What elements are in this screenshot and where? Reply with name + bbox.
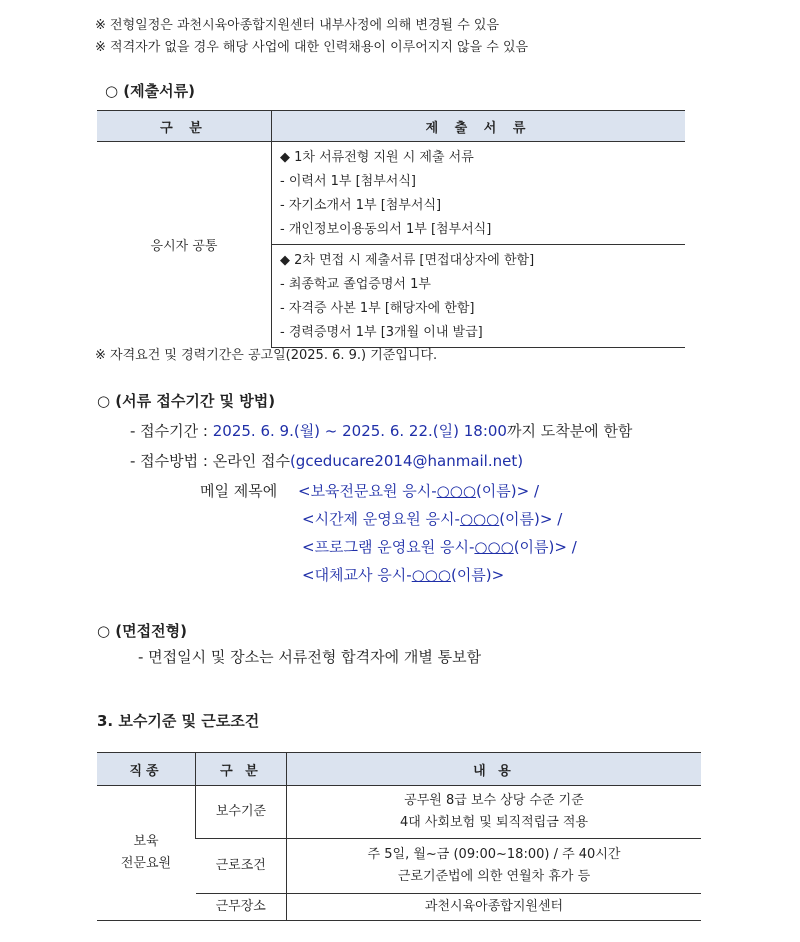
pay-content-cell: [287, 839, 702, 894]
pay-content-cell: 과천시육아종합지원센터: [287, 894, 702, 921]
pay-section-title: 3. 보수기준 및 근로조건: [97, 712, 260, 730]
reception-method: [130, 450, 523, 471]
pay-table-header: [97, 753, 701, 786]
subject-suffix: (이름)> /: [499, 510, 563, 528]
subject-suffix: (이름)> /: [475, 482, 540, 500]
content-line: 공무원 8급 보수 상당 수준 기준: [404, 793, 584, 808]
mail-subject-item: [302, 536, 577, 557]
list-item: - 자기소개서 1부 [첨부서식]: [280, 198, 442, 213]
interview-title: ○ (면접전형): [97, 622, 187, 640]
list-item: - 개인정보이용동의서 1부 [첨부서식]: [280, 222, 492, 237]
list-item: - 이력서 1부 [첨부서식]: [280, 174, 416, 189]
pay-category-cell: 근로조건: [196, 839, 287, 894]
job-cell: [97, 786, 196, 921]
period-suffix: 까지 도착분에 한함: [506, 422, 633, 440]
subject-name: ○○○: [436, 482, 476, 500]
table-row: [97, 142, 685, 245]
method-label: - 접수방법 : 온라인 접수: [130, 452, 290, 470]
docs-table-header: [97, 111, 685, 142]
job-line: 보육: [133, 834, 159, 849]
subject-name: ○○○: [474, 538, 514, 556]
note-schedule-change: ※ 전형일정은 과천시육아종합지원센터 내부사정에 의해 변경될 수 있음: [95, 18, 500, 33]
docs-section-title: ○ (제출서류): [105, 82, 195, 100]
subject-prefix: <보육전문요원 응시-: [298, 482, 437, 500]
list-item: - 최종학교 졸업증명서 1부: [280, 277, 431, 292]
pay-col-job: 직종: [97, 753, 196, 786]
method-email: (gceducare2014@hanmail.net): [289, 452, 524, 470]
docs-col-category: 구 분: [97, 111, 272, 142]
reception-period: [130, 420, 632, 441]
pay-table: [97, 752, 701, 921]
reception-title: ○ (서류 접수기간 및 방법): [97, 392, 276, 410]
table-row: [97, 786, 701, 839]
docs-col-docs: 제 출 서 류: [272, 111, 686, 142]
list-item: - 자격증 사본 1부 [해당자에 한함]: [280, 301, 475, 316]
list-item: - 경력증명서 1부 [3개월 이내 발급]: [280, 325, 483, 340]
docs-block-first: [272, 142, 686, 245]
pay-category-cell: 보수기준: [196, 786, 287, 839]
subject-name: ○○○: [411, 566, 451, 584]
subject-prefix: <프로그램 운영요원 응시-: [302, 538, 475, 556]
interview-text: - 면접일시 및 장소는 서류전형 합격자에 개별 통보함: [138, 648, 482, 666]
docs-table: [97, 110, 685, 348]
period-value: 2025. 6. 9.(월) ~ 2025. 6. 22.(일) 18:00: [212, 422, 507, 440]
mail-subject-item: [302, 508, 562, 529]
subject-suffix: (이름)> /: [513, 538, 577, 556]
mail-subject-item: [298, 480, 539, 501]
period-label: - 접수기간 :: [130, 422, 213, 440]
mail-subject-label: 메일 제목에: [200, 482, 278, 500]
mail-subject-item: [302, 564, 504, 585]
subject-name: ○○○: [459, 510, 500, 528]
content-line: 근로기준법에 의한 연월차 휴가 등: [397, 869, 591, 884]
pay-content-cell: [287, 786, 702, 839]
pay-category-cell: 근무장소: [196, 894, 287, 921]
pay-col-category: 구 분: [196, 753, 287, 786]
note-no-qualified: ※ 적격자가 없을 경우 해당 사업에 대한 인력채용이 이루어지지 않을 수 있음: [95, 40, 529, 55]
docs-block-second: [272, 245, 686, 348]
applicant-cell: 응시자 공통: [97, 142, 272, 348]
list-item: ◆ 2차 면접 시 제출서류 [면접대상자에 한함]: [280, 253, 535, 268]
content-line: 주 5일, 월~금 (09:00~18:00) / 주 40시간: [367, 847, 621, 862]
content-line: 4대 사회보험 및 퇴직적립금 적용: [399, 815, 589, 830]
list-item: ◆ 1차 서류전형 지원 시 제출 서류: [280, 150, 474, 165]
subject-suffix: (이름)>: [450, 566, 505, 584]
subject-prefix: <시간제 운영요원 응시-: [302, 510, 460, 528]
subject-prefix: <대체교사 응시-: [302, 566, 412, 584]
job-line: 전문요원: [120, 856, 172, 871]
pay-col-content: 내 용: [287, 753, 702, 786]
docs-footnote: ※ 자격요건 및 경력기간은 공고일(2025. 6. 9.) 기준입니다.: [95, 348, 438, 363]
